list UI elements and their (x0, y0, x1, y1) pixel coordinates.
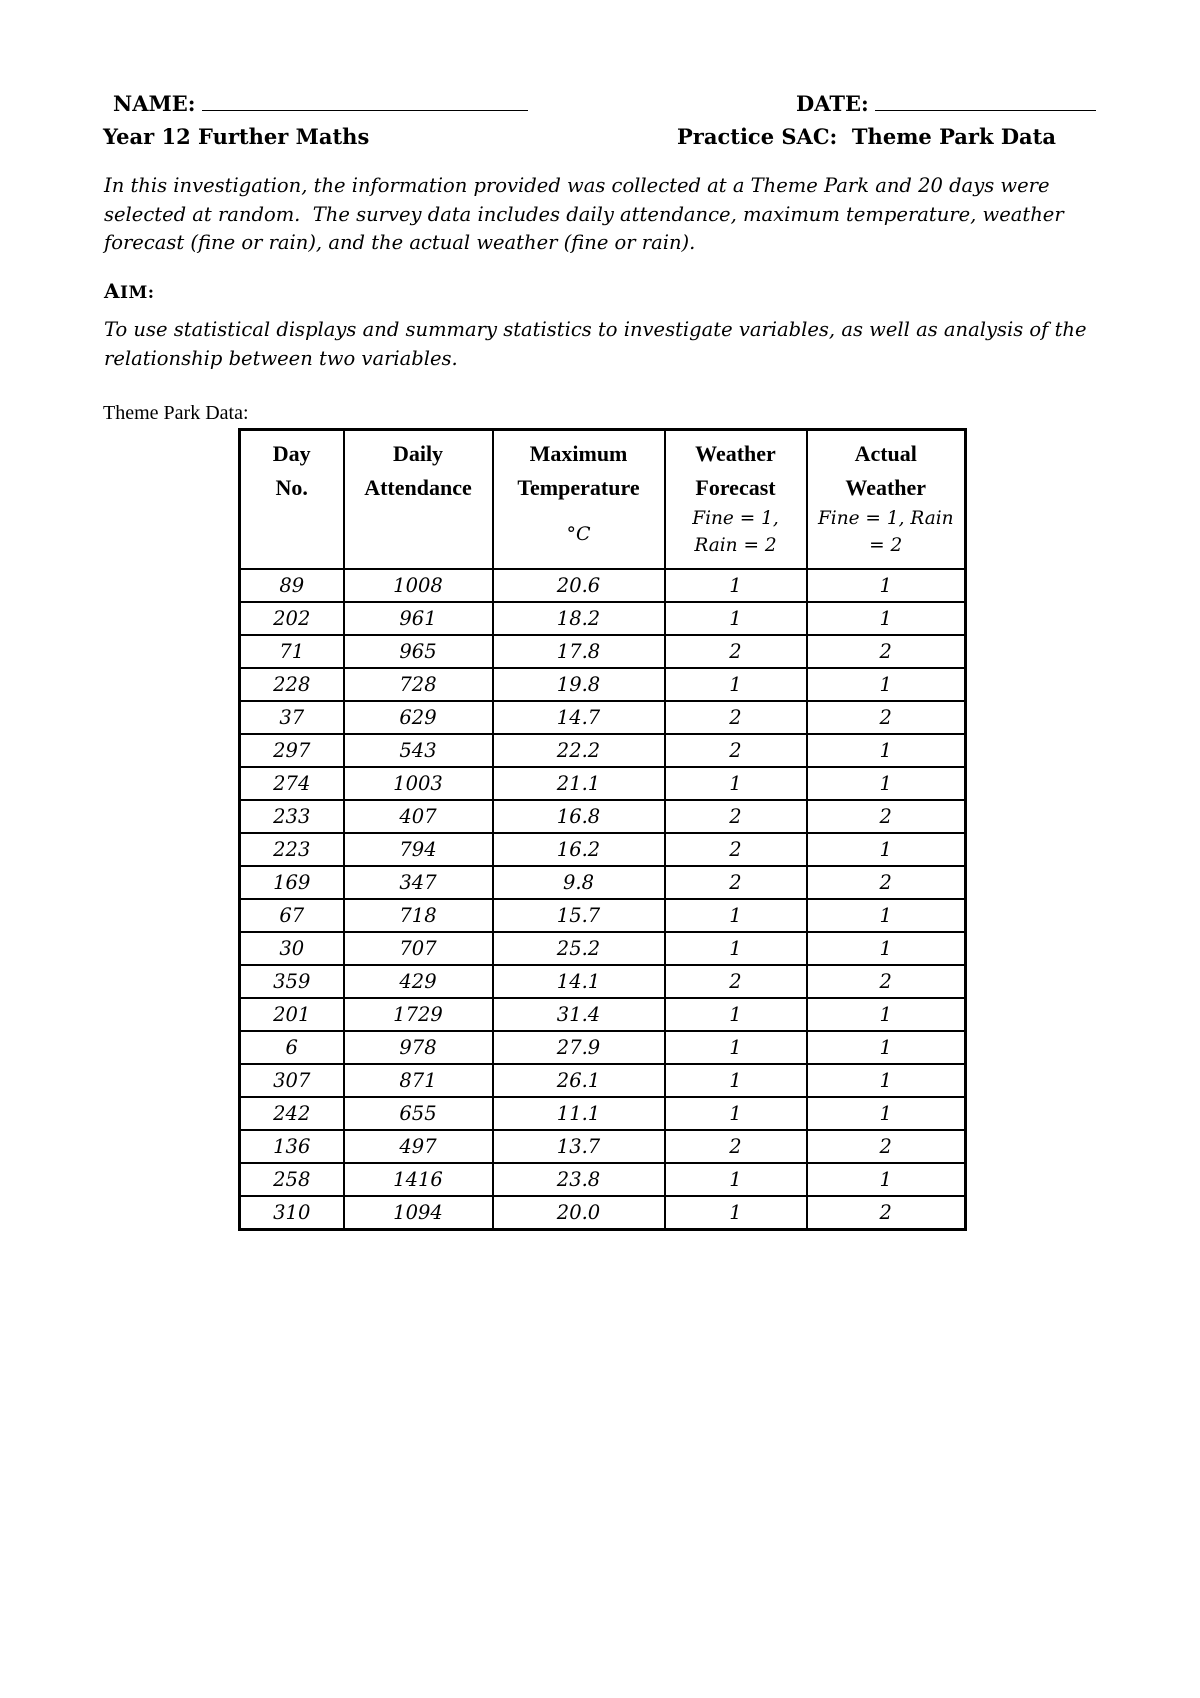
table-body (240, 569, 966, 1230)
attendance-cell: 794 (344, 833, 493, 866)
day-no-cell: 310 (240, 1196, 344, 1230)
temperature-cell: 16.8 (493, 800, 665, 833)
day-no-cell: 274 (240, 767, 344, 800)
forecast-cell: 1 (665, 932, 807, 965)
table-row (240, 800, 966, 833)
forecast-cell: 1 (665, 602, 807, 635)
temperature-cell: 22.2 (493, 734, 665, 767)
forecast-cell: 1 (665, 1097, 807, 1130)
forecast-cell: 1 (665, 1031, 807, 1064)
actual-weather-cell: 1 (807, 1163, 966, 1196)
forecast-cell: 1 (665, 767, 807, 800)
day-no-cell: 233 (240, 800, 344, 833)
temperature-cell: 14.1 (493, 965, 665, 998)
task-title: Practice SAC: Theme Park Data (677, 124, 1056, 149)
date-field-row (796, 90, 1096, 116)
name-label: NAME: (113, 91, 196, 116)
table-caption: Theme Park Data: (103, 402, 249, 424)
header-day-no-line1: Day (272, 441, 311, 466)
attendance-cell: 1416 (344, 1163, 493, 1196)
table-row (240, 668, 966, 701)
actual-weather-cell: 1 (807, 1031, 966, 1064)
attendance-cell: 497 (344, 1130, 493, 1163)
actual-weather-cell: 1 (807, 899, 966, 932)
header-day-no (240, 430, 344, 570)
header-temperature-unit: °C (566, 523, 591, 545)
table-row (240, 1097, 966, 1130)
aim-heading-rest: IM: (120, 283, 155, 303)
temperature-cell: 27.9 (493, 1031, 665, 1064)
header-temperature-line1: Maximum (529, 441, 628, 466)
temperature-cell: 13.7 (493, 1130, 665, 1163)
attendance-cell: 728 (344, 668, 493, 701)
day-no-cell: 37 (240, 701, 344, 734)
temperature-cell: 9.8 (493, 866, 665, 899)
table-row (240, 1031, 966, 1064)
day-no-cell: 359 (240, 965, 344, 998)
attendance-cell: 1003 (344, 767, 493, 800)
table-row (240, 998, 966, 1031)
temperature-cell: 26.1 (493, 1064, 665, 1097)
day-no-cell: 202 (240, 602, 344, 635)
date-blank-line (875, 90, 1096, 111)
temperature-cell: 17.8 (493, 635, 665, 668)
theme-park-data-table (238, 428, 967, 1231)
actual-weather-cell: 2 (807, 1130, 966, 1163)
actual-weather-cell: 2 (807, 866, 966, 899)
header-attendance-line2: Attendance (364, 475, 472, 500)
table-row (240, 866, 966, 899)
forecast-cell: 2 (665, 866, 807, 899)
temperature-cell: 20.6 (493, 569, 665, 602)
table-row (240, 734, 966, 767)
header-daily-attendance (344, 430, 493, 570)
attendance-cell: 429 (344, 965, 493, 998)
temperature-cell: 14.7 (493, 701, 665, 734)
intro-line-1: In this investigation, the information provided was collected at a Theme Park and 20 days were (104, 174, 1050, 197)
actual-weather-cell: 1 (807, 734, 966, 767)
header-actual-key-1: Fine = 1, Rain (817, 508, 954, 529)
day-no-cell: 258 (240, 1163, 344, 1196)
day-no-cell: 30 (240, 932, 344, 965)
forecast-cell: 2 (665, 701, 807, 734)
attendance-cell: 407 (344, 800, 493, 833)
temperature-cell: 25.2 (493, 932, 665, 965)
table-row (240, 833, 966, 866)
forecast-cell: 1 (665, 569, 807, 602)
forecast-cell: 2 (665, 1130, 807, 1163)
forecast-cell: 2 (665, 635, 807, 668)
header-actual-line1: Actual (854, 441, 917, 466)
name-blank-line (202, 90, 528, 111)
day-no-cell: 201 (240, 998, 344, 1031)
forecast-cell: 1 (665, 1064, 807, 1097)
table-row (240, 569, 966, 602)
table-row (240, 1196, 966, 1230)
aim-line-1: To use statistical displays and summary statistics to investigate variables, as well as analysis of the (104, 318, 1087, 341)
table-row (240, 767, 966, 800)
header-actual-weather (807, 430, 966, 570)
day-no-cell: 297 (240, 734, 344, 767)
aim-paragraph (104, 316, 1104, 373)
day-no-cell: 6 (240, 1031, 344, 1064)
attendance-cell: 655 (344, 1097, 493, 1130)
forecast-cell: 1 (665, 1163, 807, 1196)
forecast-cell: 1 (665, 998, 807, 1031)
aim-line-2: relationship between two variables. (104, 346, 458, 370)
header-maximum-temperature (493, 430, 665, 570)
temperature-cell: 20.0 (493, 1196, 665, 1230)
temperature-cell: 11.1 (493, 1097, 665, 1130)
table-row (240, 1130, 966, 1163)
actual-weather-cell: 2 (807, 1196, 966, 1230)
temperature-cell: 21.1 (493, 767, 665, 800)
header-forecast-key-1: Fine = 1, (692, 508, 779, 529)
actual-weather-cell: 1 (807, 833, 966, 866)
header-weather-forecast (665, 430, 807, 570)
table-row (240, 701, 966, 734)
actual-weather-cell: 2 (807, 965, 966, 998)
header-attendance-line1: Daily (392, 441, 444, 466)
attendance-cell: 347 (344, 866, 493, 899)
day-no-cell: 223 (240, 833, 344, 866)
attendance-cell: 961 (344, 602, 493, 635)
day-no-cell: 242 (240, 1097, 344, 1130)
attendance-cell: 978 (344, 1031, 493, 1064)
day-no-cell: 169 (240, 866, 344, 899)
forecast-cell: 2 (665, 833, 807, 866)
forecast-cell: 1 (665, 899, 807, 932)
day-no-cell: 71 (240, 635, 344, 668)
header-actual-line2: Weather (845, 475, 927, 500)
attendance-cell: 1729 (344, 998, 493, 1031)
attendance-cell: 871 (344, 1064, 493, 1097)
actual-weather-cell: 2 (807, 800, 966, 833)
forecast-cell: 2 (665, 800, 807, 833)
header-forecast-line2: Forecast (695, 475, 776, 500)
actual-weather-cell: 2 (807, 701, 966, 734)
intro-paragraph (104, 172, 1104, 258)
attendance-cell: 718 (344, 899, 493, 932)
actual-weather-cell: 1 (807, 998, 966, 1031)
table-header-row (240, 430, 966, 570)
header-day-no-line2: No. (275, 475, 308, 500)
name-field-row (113, 90, 528, 116)
aim-heading (104, 279, 155, 303)
temperature-cell: 16.2 (493, 833, 665, 866)
header-temperature-line2: Temperature (517, 475, 640, 500)
day-no-cell: 67 (240, 899, 344, 932)
table-row (240, 1064, 966, 1097)
table-row (240, 1163, 966, 1196)
attendance-cell: 1094 (344, 1196, 493, 1230)
actual-weather-cell: 1 (807, 1064, 966, 1097)
actual-weather-cell: 1 (807, 602, 966, 635)
header-actual-key-2: = 2 (869, 535, 903, 556)
table-row (240, 899, 966, 932)
table-row (240, 602, 966, 635)
actual-weather-cell: 1 (807, 767, 966, 800)
header-forecast-key-2: Rain = 2 (694, 535, 777, 556)
temperature-cell: 19.8 (493, 668, 665, 701)
forecast-cell: 2 (665, 965, 807, 998)
day-no-cell: 136 (240, 1130, 344, 1163)
intro-line-2: selected at random. The survey data includes daily attendance, maximum temperature, weather (104, 202, 1064, 226)
actual-weather-cell: 1 (807, 1097, 966, 1130)
actual-weather-cell: 1 (807, 668, 966, 701)
attendance-cell: 629 (344, 701, 493, 734)
header-forecast-line1: Weather (695, 441, 776, 466)
day-no-cell: 307 (240, 1064, 344, 1097)
attendance-cell: 965 (344, 635, 493, 668)
table-row (240, 635, 966, 668)
actual-weather-cell: 1 (807, 932, 966, 965)
attendance-cell: 543 (344, 734, 493, 767)
day-no-cell: 228 (240, 668, 344, 701)
temperature-cell: 23.8 (493, 1163, 665, 1196)
table-row (240, 965, 966, 998)
forecast-cell: 2 (665, 734, 807, 767)
temperature-cell: 31.4 (493, 998, 665, 1031)
temperature-cell: 15.7 (493, 899, 665, 932)
forecast-cell: 1 (665, 668, 807, 701)
day-no-cell: 89 (240, 569, 344, 602)
intro-line-3: forecast (fine or rain), and the actual weather (fine or rain). (104, 231, 696, 254)
actual-weather-cell: 1 (807, 569, 966, 602)
aim-heading-initial: A (104, 279, 121, 303)
forecast-cell: 1 (665, 1196, 807, 1230)
date-label: DATE: (796, 91, 869, 116)
attendance-cell: 1008 (344, 569, 493, 602)
table-row (240, 932, 966, 965)
actual-weather-cell: 2 (807, 635, 966, 668)
attendance-cell: 707 (344, 932, 493, 965)
course-title: Year 12 Further Maths (103, 124, 370, 149)
temperature-cell: 18.2 (493, 602, 665, 635)
